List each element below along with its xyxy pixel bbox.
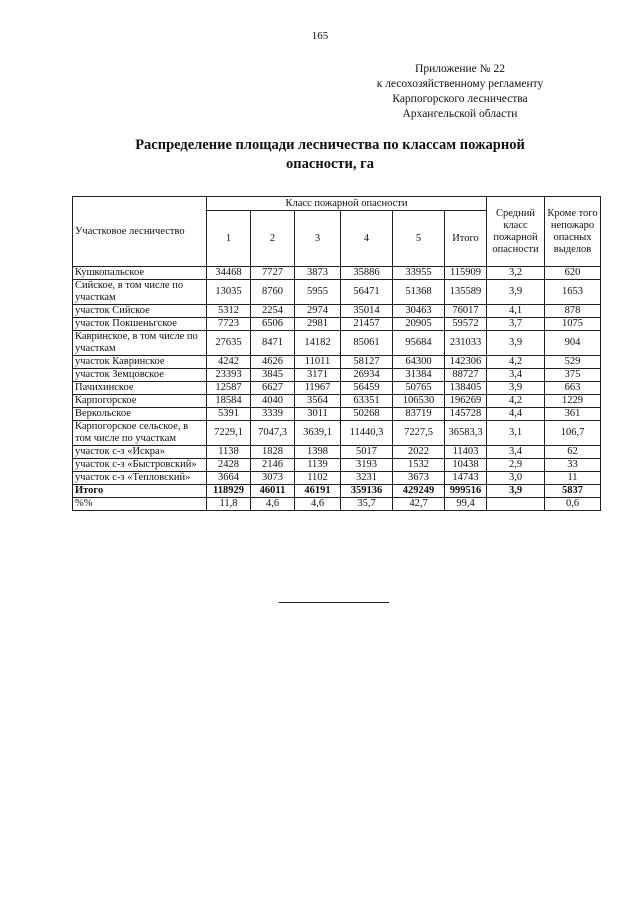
row-value: 85061 xyxy=(341,331,393,356)
row-value: 1398 xyxy=(295,446,341,459)
row-name: участок с-з «Тепловский» xyxy=(73,472,207,485)
table-row xyxy=(73,356,601,369)
row-name: Кавринское, в том числе по участкам xyxy=(73,331,207,356)
row-value: 42,7 xyxy=(393,498,445,511)
row-value: 59572 xyxy=(445,318,487,331)
row-value: 361 xyxy=(545,408,601,421)
row-value: 64300 xyxy=(393,356,445,369)
row-value: 51368 xyxy=(393,280,445,305)
row-value: 8760 xyxy=(251,280,295,305)
row-value: 4,2 xyxy=(487,356,545,369)
row-value: 106,7 xyxy=(545,421,601,446)
row-value: 14743 xyxy=(445,472,487,485)
row-value: 7227,5 xyxy=(393,421,445,446)
row-value: 359136 xyxy=(341,485,393,498)
appendix-line: Архангельской области xyxy=(402,108,518,120)
table-row xyxy=(73,280,601,305)
row-value: 31384 xyxy=(393,369,445,382)
row-value: 5017 xyxy=(341,446,393,459)
row-value: 11440,3 xyxy=(341,421,393,446)
table-row xyxy=(73,382,601,395)
row-value: 4,6 xyxy=(251,498,295,511)
row-value: 46011 xyxy=(251,485,295,498)
row-value: 11 xyxy=(545,472,601,485)
row-value: 0,6 xyxy=(545,498,601,511)
row-value: 115909 xyxy=(445,267,487,280)
row-value: 5312 xyxy=(207,305,251,318)
row-value: 3564 xyxy=(295,395,341,408)
row-value: 2974 xyxy=(295,305,341,318)
row-value: 2981 xyxy=(295,318,341,331)
row-value: 663 xyxy=(545,382,601,395)
row-value: 3,0 xyxy=(487,472,545,485)
header-except: Кроме того непожаро опасных выделов xyxy=(545,197,601,267)
row-name: Сийское, в том числе по участкам xyxy=(73,280,207,305)
row-value: 3339 xyxy=(251,408,295,421)
row-value: 36583,3 xyxy=(445,421,487,446)
row-value: 7727 xyxy=(251,267,295,280)
row-value: 3,9 xyxy=(487,331,545,356)
row-value: 3673 xyxy=(393,472,445,485)
table-row xyxy=(73,395,601,408)
row-value: 3231 xyxy=(341,472,393,485)
row-value: 8471 xyxy=(251,331,295,356)
row-value: 1075 xyxy=(545,318,601,331)
row-value: 196269 xyxy=(445,395,487,408)
row-value: 3,4 xyxy=(487,369,545,382)
row-value: 14182 xyxy=(295,331,341,356)
row-value: 1532 xyxy=(393,459,445,472)
row-value: 6506 xyxy=(251,318,295,331)
row-value: 4242 xyxy=(207,356,251,369)
row-value: 27635 xyxy=(207,331,251,356)
row-value: 4,2 xyxy=(487,395,545,408)
row-value: 50268 xyxy=(341,408,393,421)
row-value: 3873 xyxy=(295,267,341,280)
row-value: 3,4 xyxy=(487,446,545,459)
row-value: 2022 xyxy=(393,446,445,459)
row-value: 3639,1 xyxy=(295,421,341,446)
appendix-header xyxy=(330,62,590,122)
row-value: 135589 xyxy=(445,280,487,305)
row-value: 3,7 xyxy=(487,318,545,331)
row-value: 2428 xyxy=(207,459,251,472)
row-value: 3171 xyxy=(295,369,341,382)
row-value: 56459 xyxy=(341,382,393,395)
row-value: 10438 xyxy=(445,459,487,472)
row-value: 76017 xyxy=(445,305,487,318)
appendix-line: Приложение № 22 xyxy=(415,63,505,75)
header-class-col: 2 xyxy=(251,211,295,267)
row-name: участок Покшеньгское xyxy=(73,318,207,331)
row-value: 11011 xyxy=(295,356,341,369)
row-name: Веркольское xyxy=(73,408,207,421)
table-row xyxy=(73,318,601,331)
row-value: 6627 xyxy=(251,382,295,395)
row-value: 3,2 xyxy=(487,267,545,280)
row-value: 18584 xyxy=(207,395,251,408)
row-value: 878 xyxy=(545,305,601,318)
row-value: 2146 xyxy=(251,459,295,472)
row-value: 529 xyxy=(545,356,601,369)
row-name: участок Кавринское xyxy=(73,356,207,369)
row-value: 3,9 xyxy=(487,382,545,395)
row-name: участок с-з «Быстровский» xyxy=(73,459,207,472)
row-value: 4,1 xyxy=(487,305,545,318)
row-value: 7723 xyxy=(207,318,251,331)
row-value: 3073 xyxy=(251,472,295,485)
row-value: 118929 xyxy=(207,485,251,498)
row-value: 62 xyxy=(545,446,601,459)
row-value: 1828 xyxy=(251,446,295,459)
row-name: Итого xyxy=(73,485,207,498)
header-class-col: 4 xyxy=(341,211,393,267)
row-value: 3193 xyxy=(341,459,393,472)
row-value: 2,9 xyxy=(487,459,545,472)
row-value: 3664 xyxy=(207,472,251,485)
header-class-col: 3 xyxy=(295,211,341,267)
row-value: 83719 xyxy=(393,408,445,421)
table-row xyxy=(73,305,601,318)
row-value: 3011 xyxy=(295,408,341,421)
row-value: 21457 xyxy=(341,318,393,331)
row-value: 106530 xyxy=(393,395,445,408)
table-row xyxy=(73,459,601,472)
row-value: 99,4 xyxy=(445,498,487,511)
row-name: Карпогорское xyxy=(73,395,207,408)
row-value: 2254 xyxy=(251,305,295,318)
row-value: 33 xyxy=(545,459,601,472)
appendix-line: к лесохозяйственному регламенту xyxy=(376,78,544,90)
row-value: 429249 xyxy=(393,485,445,498)
table-row xyxy=(73,267,601,280)
row-value: 4626 xyxy=(251,356,295,369)
row-value: 3,1 xyxy=(487,421,545,446)
row-name: участок с-з «Искра» xyxy=(73,446,207,459)
title-line: Распределение площади лесничества по классам пожарной xyxy=(135,137,525,153)
row-value: 33955 xyxy=(393,267,445,280)
row-name: Кушкопальское xyxy=(73,267,207,280)
header-district: Участковое лесничество xyxy=(73,197,207,267)
row-value: 5837 xyxy=(545,485,601,498)
row-value: 1102 xyxy=(295,472,341,485)
row-value: 7229,1 xyxy=(207,421,251,446)
row-value: 95684 xyxy=(393,331,445,356)
row-value: 88727 xyxy=(445,369,487,382)
row-value: 4,4 xyxy=(487,408,545,421)
header-fire-class-group: Класс пожарной опасности xyxy=(207,197,487,211)
row-value: 12587 xyxy=(207,382,251,395)
row-value: 58127 xyxy=(341,356,393,369)
row-value: 56471 xyxy=(341,280,393,305)
row-value: 34468 xyxy=(207,267,251,280)
table-row xyxy=(73,472,601,485)
row-value: 375 xyxy=(545,369,601,382)
title-line: опасности, га xyxy=(286,156,374,172)
header-class-col: Итого xyxy=(445,211,487,267)
row-value: 50765 xyxy=(393,382,445,395)
row-value: 5955 xyxy=(295,280,341,305)
row-value: 4040 xyxy=(251,395,295,408)
row-value: 35,7 xyxy=(341,498,393,511)
table-row xyxy=(73,369,601,382)
row-value: 26934 xyxy=(341,369,393,382)
fire-danger-table xyxy=(72,196,601,511)
row-value: 20905 xyxy=(393,318,445,331)
table-row xyxy=(73,408,601,421)
row-name: участок Сийское xyxy=(73,305,207,318)
document-title xyxy=(120,136,540,174)
percent-row xyxy=(73,498,601,511)
row-value: 620 xyxy=(545,267,601,280)
row-name: Карпогорское сельское, в том числе по участкам xyxy=(73,421,207,446)
row-value: 13035 xyxy=(207,280,251,305)
page-number: 165 xyxy=(311,30,329,42)
closing-divider xyxy=(279,602,389,603)
row-value: 3,9 xyxy=(487,280,545,305)
table-row xyxy=(73,331,601,356)
row-value: 4,6 xyxy=(295,498,341,511)
row-value: 30463 xyxy=(393,305,445,318)
row-value: 999516 xyxy=(445,485,487,498)
row-value: 5391 xyxy=(207,408,251,421)
row-value: 35014 xyxy=(341,305,393,318)
table-body xyxy=(73,267,601,511)
header-class-col: 1 xyxy=(207,211,251,267)
appendix-line: Карпогорского лесничества xyxy=(392,93,528,105)
header-avg-class: Средний класс пожарной опасности xyxy=(487,197,545,267)
row-value xyxy=(487,498,545,511)
row-value: 63351 xyxy=(341,395,393,408)
row-name: участок Земцовское xyxy=(73,369,207,382)
row-value: 138405 xyxy=(445,382,487,395)
row-value: 7047,3 xyxy=(251,421,295,446)
row-value: 11403 xyxy=(445,446,487,459)
row-value: 23393 xyxy=(207,369,251,382)
row-name: %% xyxy=(73,498,207,511)
row-value: 904 xyxy=(545,331,601,356)
row-value: 11967 xyxy=(295,382,341,395)
row-value: 1138 xyxy=(207,446,251,459)
header-class-col: 5 xyxy=(393,211,445,267)
row-value: 3,9 xyxy=(487,485,545,498)
row-value: 142306 xyxy=(445,356,487,369)
row-value: 35886 xyxy=(341,267,393,280)
table-row xyxy=(73,446,601,459)
row-value: 46191 xyxy=(295,485,341,498)
row-value: 1653 xyxy=(545,280,601,305)
table-row xyxy=(73,421,601,446)
row-value: 145728 xyxy=(445,408,487,421)
row-value: 3845 xyxy=(251,369,295,382)
row-value: 1139 xyxy=(295,459,341,472)
row-value: 231033 xyxy=(445,331,487,356)
row-name: Пачихинское xyxy=(73,382,207,395)
row-value: 11,8 xyxy=(207,498,251,511)
total-row xyxy=(73,485,601,498)
row-value: 1229 xyxy=(545,395,601,408)
